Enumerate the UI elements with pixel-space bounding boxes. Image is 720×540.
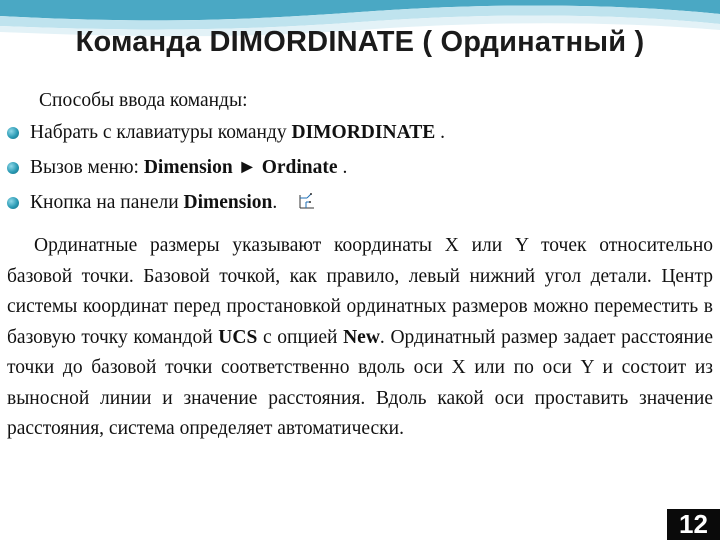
bullet-toolbar-name: Dimension bbox=[183, 192, 273, 213]
description-paragraph bbox=[7, 231, 713, 445]
page-number: 12 bbox=[667, 509, 720, 540]
paragraph-bold-new: New bbox=[343, 326, 380, 348]
bullet-dot-icon bbox=[7, 197, 19, 209]
slide-title: Команда DIMORDINATE ( Ординатный ) bbox=[75, 26, 645, 58]
ordinate-dimension-icon bbox=[298, 192, 316, 210]
bullet-command: DIMORDINATE bbox=[291, 122, 436, 143]
bullet-toolbar bbox=[7, 190, 713, 216]
bullet-tail: . bbox=[272, 192, 278, 213]
bullet-text: Кнопка на панели bbox=[30, 192, 184, 213]
bullet-tail: . bbox=[435, 122, 445, 143]
bullet-text: Вызов меню: bbox=[30, 157, 144, 178]
bullet-keyboard bbox=[7, 120, 713, 146]
bullet-text: Набрать с клавиатуры команду bbox=[30, 122, 292, 143]
bullet-menu bbox=[7, 155, 713, 181]
paragraph-bold-ucs: UCS bbox=[218, 326, 258, 348]
paragraph-text-1: Ординатные размеры указывают координаты X или Y точек относительно базовой точки. Базовой точкой, как правило, левый нижний угол детали. Центр системы координат перед простановкой ординатных размеров можно переместить в базовую точку командой bbox=[7, 235, 713, 348]
bullet-dot-icon bbox=[7, 127, 19, 139]
bullet-tail: . bbox=[337, 157, 348, 178]
bullet-dot-icon bbox=[7, 162, 19, 174]
bullet-menu-path: Dimension ► Ordinate bbox=[143, 157, 338, 178]
input-methods-heading: Способы ввода команды: bbox=[39, 90, 248, 111]
slide-content bbox=[7, 88, 713, 445]
paragraph-text-3: . Ординатный размер задает расстояние точки до базовой точки соответственно вдоль оси X или по оси Y и состоит из выносной линии и значение расстояния. Вдоль какой оси проставить значение расстояния, система определяет автоматически. bbox=[7, 326, 713, 439]
paragraph-text-2: с опцией bbox=[257, 326, 344, 348]
